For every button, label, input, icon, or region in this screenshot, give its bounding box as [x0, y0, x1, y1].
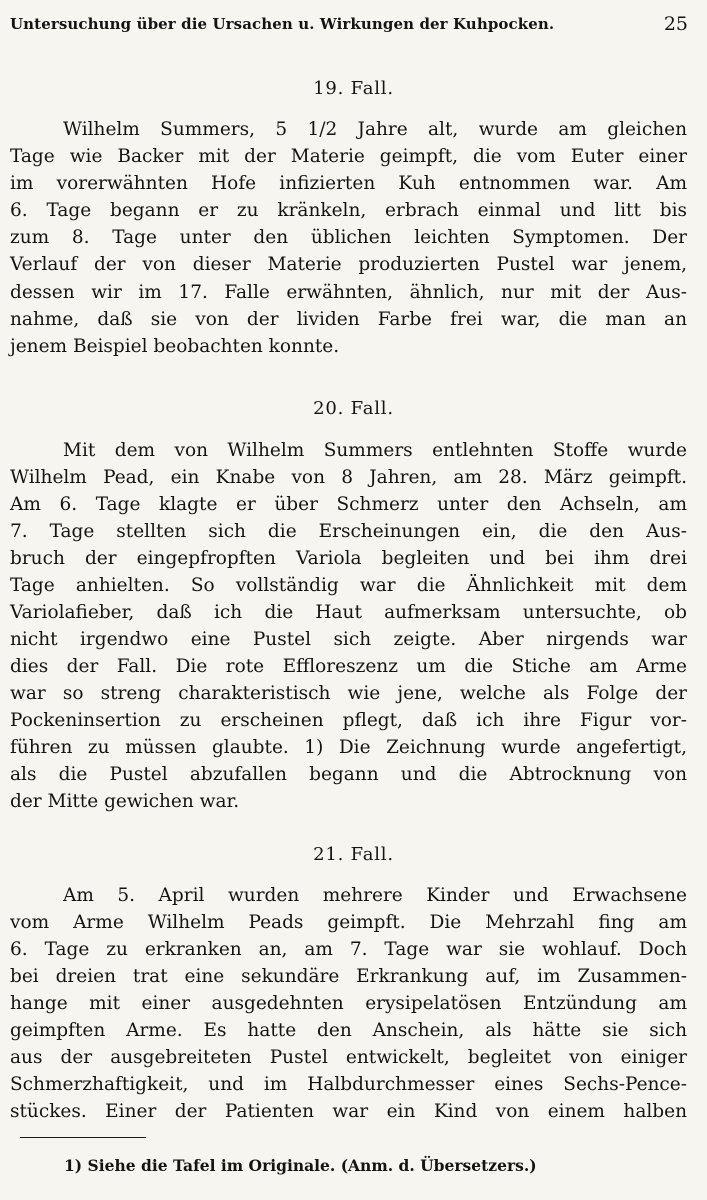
page-number: 25: [663, 13, 688, 35]
footnote: 1) Siehe die Tafel im Originale. (Anm. d. Übersetzers.): [64, 1156, 537, 1175]
paragraph-line: 7. Tage stellten sich die Erscheinungen ein, die den Aus-: [10, 521, 687, 542]
paragraph-line: Variolafieber, daß ich die Haut aufmerksam untersuchte, ob: [10, 602, 687, 623]
paragraph-line: bruch der eingepfropften Variola begleiten und bei ihm drei: [10, 548, 687, 569]
paragraph-line: Schmerzhaftigkeit, und im Halbdurchmesser eines Sechs-Pence-: [10, 1074, 687, 1095]
paragraph-line: Mit dem von Wilhelm Summers entlehnten Stoffe wurde: [63, 440, 687, 461]
paragraph-line: stückes. Einer der Patienten war ein Kind von einem halben: [10, 1101, 687, 1122]
paragraph-line: Tage wie Backer mit der Materie geimpft, die vom Euter einer: [10, 146, 687, 167]
paragraph-line: Wilhelm Summers, 5 1/2 Jahre alt, wurde am gleichen: [63, 119, 687, 140]
case-19-heading: 19. Fall.: [313, 78, 394, 99]
footnote-divider: [20, 1137, 146, 1138]
paragraph-line: im vorerwähnten Hofe infizierten Kuh entnommen war. Am: [10, 173, 687, 194]
paragraph-line: Pockeninsertion zu erscheinen pflegt, daß ich ihre Figur vor-: [10, 710, 687, 731]
paragraph-line: nahme, daß sie von der lividen Farbe frei war, die man an: [10, 309, 687, 330]
paragraph-line: jenem Beispiel beobachten konnte.: [10, 336, 340, 357]
paragraph-line: vom Arme Wilhelm Peads geimpft. Die Mehrzahl fing am: [10, 912, 687, 933]
paragraph-line: Verlauf der von dieser Materie produzierten Pustel war jenem,: [10, 254, 687, 275]
paragraph-line: als die Pustel abzufallen begann und die Abtrocknung von: [10, 764, 687, 785]
paragraph-line: geimpften Arme. Es hatte den Anschein, als hätte sie sich: [10, 1020, 687, 1041]
paragraph-line: dessen wir im 17. Falle erwähnten, ähnlich, nur mit der Aus-: [10, 282, 687, 303]
paragraph-line: führen zu müssen glaubte. 1) Die Zeichnung wurde angefertigt,: [10, 737, 687, 758]
paragraph-line: Wilhelm Pead, ein Knabe von 8 Jahren, am 28. März geimpft.: [10, 467, 687, 488]
paragraph-line: Am 5. April wurden mehrere Kinder und Erwachsene: [63, 885, 687, 906]
paragraph-line: nicht irgendwo eine Pustel sich zeigte. Aber nirgends war: [10, 629, 687, 650]
paragraph-line: hange mit einer ausgedehnten erysipelatösen Entzündung am: [10, 993, 687, 1014]
paragraph-line: bei dreien trat eine sekundäre Erkrankung auf, im Zusammen-: [10, 966, 687, 987]
paragraph-line: war so streng charakteristisch wie jene, welche als Folge der: [10, 683, 687, 704]
running-title: Untersuchung über die Ursachen u. Wirkungen der Kuhpocken.: [10, 15, 555, 33]
paragraph-line: aus der ausgebreiteten Pustel entwickelt, begleitet von einiger: [10, 1047, 687, 1068]
paragraph-line: Am 6. Tage klagte er über Schmerz unter den Achseln, am: [10, 494, 687, 515]
paragraph-line: der Mitte gewichen war.: [10, 791, 240, 812]
case-21-heading: 21. Fall.: [313, 844, 394, 865]
paragraph-line: zum 8. Tage unter den üblichen leichten Symptomen. Der: [10, 227, 687, 248]
page-header: [10, 11, 688, 37]
paragraph-line: 6. Tage zu erkranken an, am 7. Tage war sie wohlauf. Doch: [10, 939, 687, 960]
paragraph-line: Tage anhielten. So vollständig war die Ähnlichkeit mit dem: [10, 575, 687, 596]
case-20-heading: 20. Fall.: [313, 398, 394, 419]
paragraph-line: 6. Tage begann er zu kränkeln, erbrach einmal und litt bis: [10, 200, 687, 221]
paragraph-line: dies der Fall. Die rote Effloreszenz um die Stiche am Arme: [10, 656, 687, 677]
